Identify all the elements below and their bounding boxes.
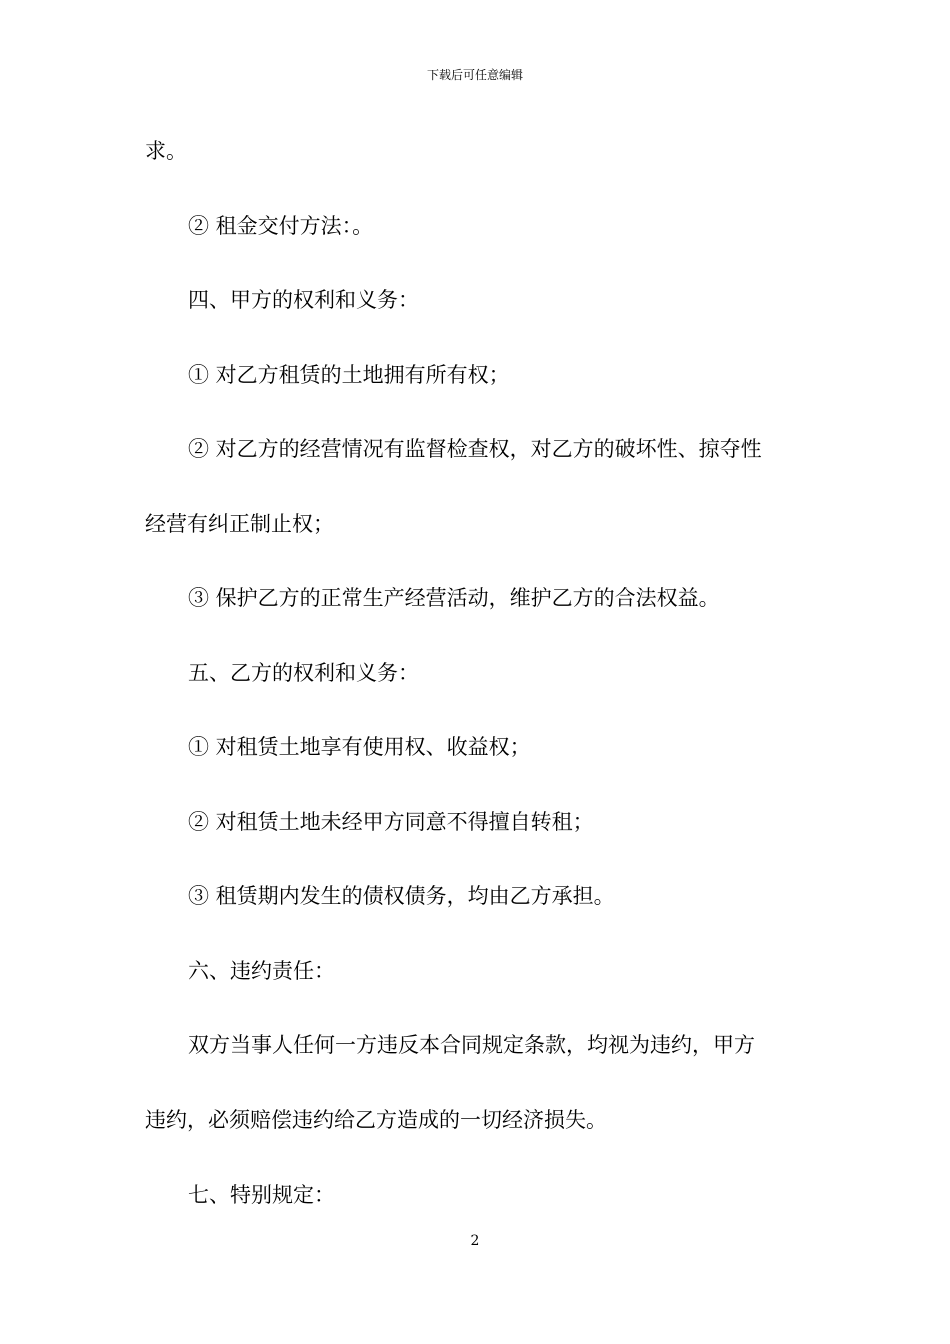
paragraph-line: 违约，必须赔偿违约给乙方造成的一切经济损失。 bbox=[145, 1108, 607, 1132]
paragraph-line: 经营有纠正制止权； bbox=[145, 512, 334, 536]
page-header: 下载后可任意编辑 bbox=[426, 68, 523, 82]
paragraph-line: 双方当事人任何一方违反本合同规定条款，均视为违约，甲方 bbox=[188, 1033, 755, 1057]
paragraph-line: ③ 保护乙方的正常生产经营活动，维护乙方的合法权益。 bbox=[188, 586, 720, 610]
page-number: 2 bbox=[470, 1233, 480, 1249]
paragraph-line: 求。 bbox=[145, 139, 187, 163]
paragraph-line: ① 对租赁土地享有使用权、收益权； bbox=[188, 735, 531, 759]
paragraph-line: ② 租金交付方法：。 bbox=[188, 214, 374, 238]
section-heading: 七、特别规定： bbox=[188, 1183, 335, 1207]
section-heading: 五、乙方的权利和义务： bbox=[188, 661, 419, 685]
paragraph-line: ② 对乙方的经营情况有监督检查权，对乙方的破坏性、掠夺性 bbox=[188, 437, 762, 461]
section-heading: 四、甲方的权利和义务： bbox=[188, 288, 419, 312]
paragraph-line: ③ 租赁期内发生的债权债务，均由乙方承担。 bbox=[188, 884, 615, 908]
section-heading: 六、违约责任： bbox=[188, 959, 335, 983]
paragraph-line: ② 对租赁土地未经甲方同意不得擅自转租； bbox=[188, 810, 594, 834]
paragraph-line: ① 对乙方租赁的土地拥有所有权； bbox=[188, 363, 510, 387]
